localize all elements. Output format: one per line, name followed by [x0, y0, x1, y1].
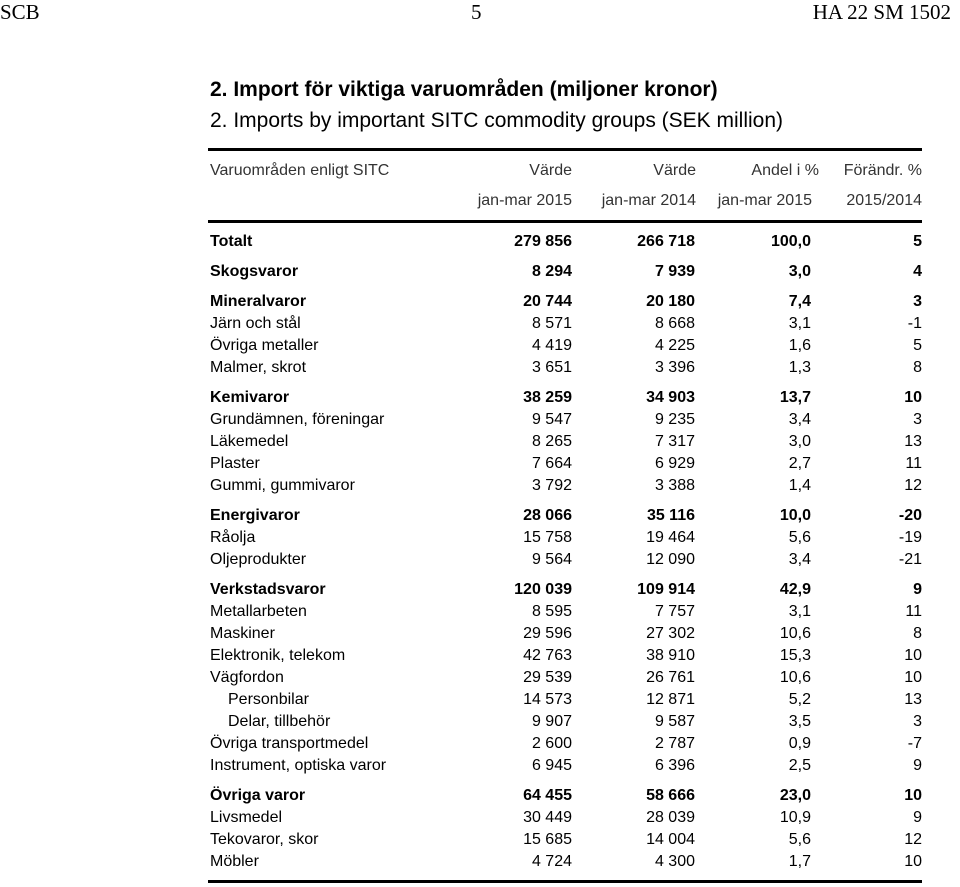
table-row: [210, 259, 922, 281]
value-2014-cell: 7 317: [654, 433, 695, 450]
value-2015-cell: 29 539: [523, 669, 572, 686]
share-cell: 1,3: [788, 359, 811, 376]
change-cell: 5: [913, 233, 922, 250]
table-titles: [210, 74, 783, 136]
value-2015-cell: 15 758: [523, 529, 572, 546]
row-label: Livsmedel: [210, 809, 283, 826]
change-cell: 11: [905, 455, 922, 472]
share-cell: 1,7: [788, 853, 811, 870]
value-2014-cell: 14 004: [646, 831, 695, 848]
row-label: Gummi, gummivaror: [210, 477, 355, 494]
table-row: [210, 805, 922, 827]
share-cell: 5,6: [788, 831, 811, 848]
row-label: Oljeprodukter: [210, 551, 307, 568]
change-cell: 13: [904, 691, 922, 708]
share-cell: 3,1: [788, 603, 811, 620]
share-cell: 5,2: [788, 691, 811, 708]
value-2014-cell: 266 718: [637, 233, 695, 250]
column-header-change: Förändr. %: [843, 162, 922, 179]
change-cell: 10: [904, 669, 922, 686]
title-swedish: 2. Import för viktiga varuområden (miljoner kronor): [210, 78, 718, 101]
value-2015-cell: 29 596: [523, 625, 572, 642]
value-2015-cell: 9 547: [531, 411, 572, 428]
value-2014-cell: 6 929: [654, 455, 695, 472]
value-2015-cell: 9 564: [531, 551, 572, 568]
change-cell: 10: [904, 389, 922, 406]
row-label: Delar, tillbehör: [228, 713, 331, 730]
share-cell: 3,0: [788, 263, 811, 280]
share-cell: 1,6: [788, 337, 811, 354]
row-label: Läkemedel: [210, 433, 289, 450]
value-2015-cell: 30 449: [523, 809, 572, 826]
value-2014-cell: 109 914: [637, 581, 695, 598]
share-cell: 10,9: [779, 809, 811, 826]
change-cell: 10: [904, 647, 922, 664]
value-2014-cell: 9 587: [654, 713, 695, 730]
value-2015-cell: 7 664: [531, 455, 572, 472]
share-cell: 3,1: [788, 315, 811, 332]
value-2014-cell: 19 464: [646, 529, 695, 546]
value-2014-cell: 28 039: [646, 809, 695, 826]
value-2014-cell: 8 668: [654, 315, 695, 332]
row-label: Övriga varor: [210, 787, 306, 804]
value-2014-cell: 12 090: [646, 551, 695, 568]
change-cell: 13: [904, 433, 922, 450]
table-row: [210, 473, 922, 495]
row-label: Maskiner: [210, 625, 275, 642]
change-cell: -7: [907, 735, 922, 752]
row-label: Skogsvaror: [210, 263, 299, 280]
table-row: [210, 709, 922, 731]
change-cell: -21: [898, 551, 922, 568]
row-label: Övriga transportmedel: [210, 735, 369, 752]
row-label: Malmer, skrot: [210, 359, 307, 376]
table-row: [210, 355, 922, 377]
value-2015-cell: 120 039: [514, 581, 572, 598]
change-cell: 10: [904, 787, 922, 804]
column-header-value-2015: Värde: [529, 162, 572, 179]
value-2015-cell: 38 259: [523, 389, 572, 406]
value-2015-cell: 279 856: [514, 233, 572, 250]
table-row: [210, 753, 922, 775]
value-2015-cell: 8 595: [531, 603, 572, 620]
share-cell: 13,7: [779, 389, 811, 406]
value-2015-cell: 9 907: [531, 713, 572, 730]
row-label: Tekovaror, skor: [210, 831, 319, 848]
table-row: [210, 429, 922, 451]
table-row: [210, 407, 922, 429]
value-2014-cell: 9 235: [654, 411, 695, 428]
table-row: [210, 827, 922, 849]
top-rule: [208, 148, 922, 151]
change-cell: -19: [898, 529, 922, 546]
change-cell: 3: [913, 713, 922, 730]
change-cell: 8: [913, 359, 922, 376]
change-cell: 10: [904, 853, 922, 870]
table-row: [210, 621, 922, 643]
value-2014-cell: 58 666: [646, 787, 695, 804]
column-subheader-value-2015: jan-mar 2015: [477, 192, 572, 209]
value-2014-cell: 26 761: [646, 669, 695, 686]
value-2015-cell: 8 294: [531, 263, 572, 280]
value-2015-cell: 3 651: [531, 359, 572, 376]
change-cell: -20: [898, 507, 922, 524]
import-table: [210, 229, 922, 871]
share-cell: 3,0: [788, 433, 811, 450]
value-2015-cell: 42 763: [523, 647, 572, 664]
share-cell: 7,4: [788, 293, 811, 310]
table-row: [210, 333, 922, 355]
share-cell: 10,6: [779, 669, 811, 686]
column-header-share: Andel i %: [751, 162, 819, 179]
change-cell: 9: [913, 581, 922, 598]
row-label: Järn och stål: [210, 315, 301, 332]
value-2015-cell: 15 685: [523, 831, 572, 848]
value-2014-cell: 4 300: [654, 853, 695, 870]
share-cell: 15,3: [779, 647, 811, 664]
table-row: [210, 451, 922, 473]
table-row: [210, 289, 922, 311]
table-row: [210, 731, 922, 753]
value-2015-cell: 4 419: [531, 337, 572, 354]
publisher-label: SCB: [0, 0, 40, 24]
title-english: 2. Imports by important SITC commodity groups (SEK million): [210, 109, 784, 132]
column-subheader-change: 2015/2014: [846, 192, 922, 209]
value-2014-cell: 27 302: [646, 625, 695, 642]
row-label: Plaster: [210, 455, 260, 472]
value-2015-cell: 8 265: [531, 433, 572, 450]
change-cell: 9: [913, 809, 922, 826]
value-2015-cell: 4 724: [531, 853, 572, 870]
change-cell: 3: [913, 293, 922, 310]
value-2014-cell: 34 903: [646, 389, 695, 406]
value-2014-cell: 3 388: [654, 477, 695, 494]
share-cell: 10,0: [779, 507, 811, 524]
value-2014-cell: 35 116: [646, 507, 695, 524]
value-2014-cell: 3 396: [654, 359, 695, 376]
value-2014-cell: 7 939: [654, 263, 695, 280]
share-cell: 3,4: [788, 411, 811, 428]
table-row: [210, 525, 922, 547]
row-label: Råolja: [210, 529, 256, 546]
value-2015-cell: 3 792: [531, 477, 572, 494]
value-2014-cell: 12 871: [646, 691, 695, 708]
table-row: [210, 687, 922, 709]
row-label: Instrument, optiska varor: [210, 757, 387, 774]
value-2014-cell: 38 910: [646, 647, 695, 664]
report-code: HA 22 SM 1502: [812, 0, 951, 24]
share-cell: 3,4: [788, 551, 811, 568]
row-label: Vägfordon: [210, 669, 284, 686]
share-cell: 1,4: [788, 477, 811, 494]
value-2015-cell: 2 600: [531, 735, 572, 752]
change-cell: 12: [904, 477, 922, 494]
share-cell: 0,9: [788, 735, 811, 752]
row-label: Övriga metaller: [210, 337, 319, 354]
row-label: Kemivaror: [210, 389, 290, 406]
column-subheader-share: jan-mar 2015: [717, 192, 812, 209]
row-label: Grundämnen, föreningar: [210, 411, 385, 428]
value-2014-cell: 7 757: [654, 603, 695, 620]
value-2014-cell: 2 787: [654, 735, 695, 752]
change-cell: 5: [913, 337, 922, 354]
value-2015-cell: 64 455: [523, 787, 572, 804]
header-rule: [208, 220, 922, 223]
share-cell: 10,6: [779, 625, 811, 642]
change-cell: 9: [913, 757, 922, 774]
table-row: [210, 783, 922, 805]
bottom-rule: [208, 880, 922, 883]
table-row: [210, 229, 922, 251]
change-cell: 4: [913, 263, 922, 280]
value-2015-cell: 14 573: [523, 691, 572, 708]
row-label: Energivaror: [210, 507, 300, 524]
change-cell: -1: [907, 315, 922, 332]
value-2014-cell: 4 225: [654, 337, 695, 354]
value-2015-cell: 20 744: [523, 293, 572, 310]
change-cell: 8: [913, 625, 922, 642]
row-label: Elektronik, telekom: [210, 647, 346, 664]
table-row: [210, 665, 922, 687]
row-label: Personbilar: [228, 691, 309, 708]
share-cell: 2,5: [788, 757, 811, 774]
change-cell: 11: [905, 603, 922, 620]
table-row: [210, 547, 922, 569]
column-subheader-value-2014: jan-mar 2014: [601, 192, 696, 209]
value-2014-cell: 6 396: [654, 757, 695, 774]
share-cell: 100,0: [770, 233, 811, 250]
column-header-value-2014: Värde: [653, 162, 696, 179]
row-label: Metallarbeten: [210, 603, 307, 620]
change-cell: 3: [913, 411, 922, 428]
value-2014-cell: 20 180: [646, 293, 695, 310]
value-2015-cell: 6 945: [531, 757, 572, 774]
table-row: [210, 311, 922, 333]
change-cell: 12: [904, 831, 922, 848]
table-row: [210, 503, 922, 525]
row-label: Möbler: [210, 853, 259, 870]
share-cell: 3,5: [788, 713, 811, 730]
share-cell: 2,7: [788, 455, 811, 472]
table-row: [210, 577, 922, 599]
row-label: Totalt: [210, 233, 253, 250]
page-number: 5: [471, 0, 482, 24]
row-label: Verkstadsvaror: [210, 581, 326, 598]
table-row: [210, 849, 922, 871]
row-label: Mineralvaror: [210, 293, 307, 310]
value-2015-cell: 8 571: [531, 315, 572, 332]
table-row: [210, 643, 922, 665]
share-cell: 42,9: [779, 581, 811, 598]
table-row: [210, 599, 922, 621]
share-cell: 5,6: [788, 529, 811, 546]
value-2015-cell: 28 066: [523, 507, 572, 524]
page-header: [0, 0, 960, 30]
table-row: [210, 385, 922, 407]
share-cell: 23,0: [779, 787, 811, 804]
column-header-commodity-group: Varuområden enligt SITC: [210, 162, 390, 179]
